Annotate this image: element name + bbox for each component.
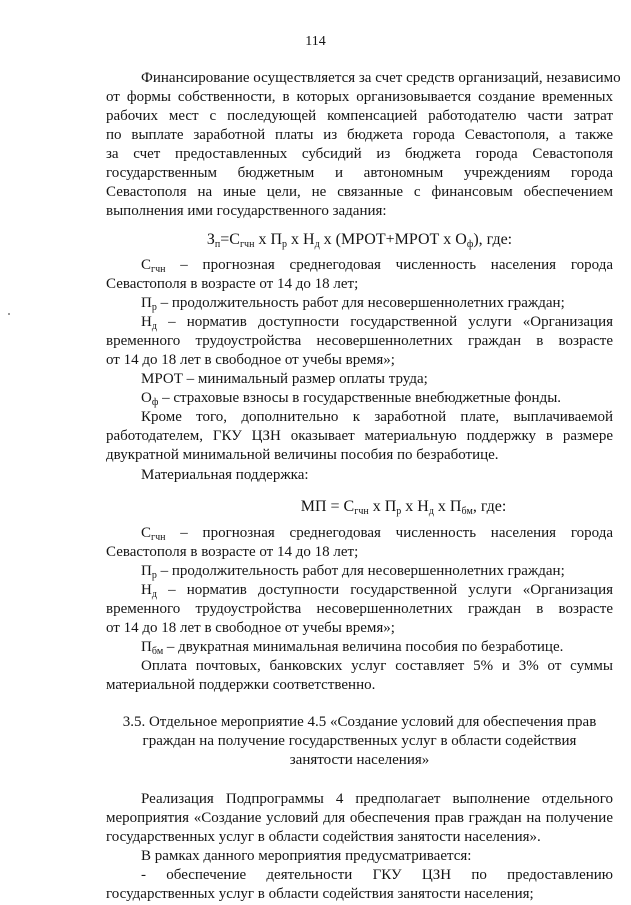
section-heading: занятости населения» [289, 752, 430, 768]
formula-salary-compensation: $З_п=С_{гчн}$ х $П_р$ х $Н_д$ х (МРОТ+МРОТ х $О_ф$), где: [206, 231, 513, 250]
definition-line: Севастополя в возрасте от 14 до 18 лет; [106, 276, 359, 292]
paragraph-line: Реализация Подпрограммы 4 предполагает выполнение отдельного [141, 791, 613, 807]
definition-line: от 14 до 18 лет в свободное от учебы время»; [106, 352, 395, 368]
paragraph-line: двукратной минимальной величины пособия по безработице. [106, 447, 499, 463]
paragraph-line: Материальная поддержка: [141, 467, 309, 483]
definition-line: Севастополя в возрасте от 14 до 18 лет; [106, 544, 359, 560]
definition-line: $П_р$ – продолжительность работ для несовершеннолетних граждан; [141, 563, 565, 581]
page-number: 114 [305, 34, 326, 49]
paragraph-line: государственным бюджетным и автономным учреждениям города [106, 165, 613, 181]
definition-line: $Н_д$ – норматив доступности государственной услуги «Организация [141, 314, 613, 332]
paragraph-line: государственных услуг в области содействия занятости населения». [106, 829, 541, 845]
paragraph-line: по выплате заработной платы из бюджета города Севастополя, а также [106, 127, 613, 143]
definition-line: МРОТ – минимальный размер оплаты труда; [141, 371, 428, 387]
paragraph-line: от формы собственности, в которых организовывается создание временных [106, 89, 613, 105]
definition-line: от 14 до 18 лет в свободное от учебы время»; [106, 620, 395, 636]
paragraph-line: Кроме того, дополнительно к заработной плате, выплачиваемой [141, 409, 613, 425]
definition-line: $О_ф$ – страховые взносы в государственные внебюджетные фонды. [141, 390, 562, 408]
definition-line: $С_{гчн}$ – прогнозная среднегодовая численность населения города [141, 257, 613, 275]
paragraph-line: за счет предоставленных субсидий из бюджета города Севастополя [106, 146, 613, 162]
paragraph-line: материальной поддержки соответственно. [106, 677, 376, 693]
list-item: - обеспечение деятельности ГКУ ЦЗН по предоставлению [141, 867, 613, 883]
paragraph-line: Севастополя на иные цели, не связанные с финансовым обеспечением [106, 184, 613, 200]
formula-material-support: МП = $С_{гчн}$ х $П_р$ х $Н_д$ х $П_{бм}$, где: [300, 498, 507, 517]
definition-line: $П_{бм}$ – двукратная минимальная величина пособия по безработице. [141, 639, 564, 657]
definition-line: временного трудоустройства несовершеннолетних граждан в возрасте [106, 601, 613, 617]
definition-line: $С_{гчн}$ – прогнозная среднегодовая численность населения города [141, 525, 613, 543]
paragraph-line: мероприятия «Создание условий для обеспечения прав граждан на получение [106, 810, 613, 826]
list-item: государственных услуг в области содействия занятости населения; [106, 886, 534, 902]
definition-line: временного трудоустройства несовершеннолетних граждан в возрасте [106, 333, 613, 349]
paragraph-line: работодателем, ГКУ ЦЗН оказывает материальную поддержку в размере [106, 428, 613, 444]
paragraph-line: выполнения ими государственного задания: [106, 203, 387, 219]
paragraph-line: Финансирование осуществляется за счет средств организаций, независимо [141, 70, 621, 86]
section-heading: 3.5. Отдельное мероприятие 4.5 «Создание условий для обеспечения прав [122, 714, 597, 730]
definition-line: $П_р$ – продолжительность работ для несовершеннолетних граждан; [141, 295, 565, 313]
scan-speck [8, 313, 10, 315]
paragraph-line: рабочих мест с последующей компенсацией работодателю части затрат [106, 108, 613, 124]
section-heading: граждан на получение государственных услуг в области содействия [142, 733, 577, 749]
paragraph-line: Оплата почтовых, банковских услуг составляет 5% и 3% от суммы [141, 658, 613, 674]
paragraph-line: В рамках данного мероприятия предусматривается: [141, 848, 472, 864]
definition-line: $Н_д$ – норматив доступности государственной услуги «Организация [141, 582, 613, 600]
